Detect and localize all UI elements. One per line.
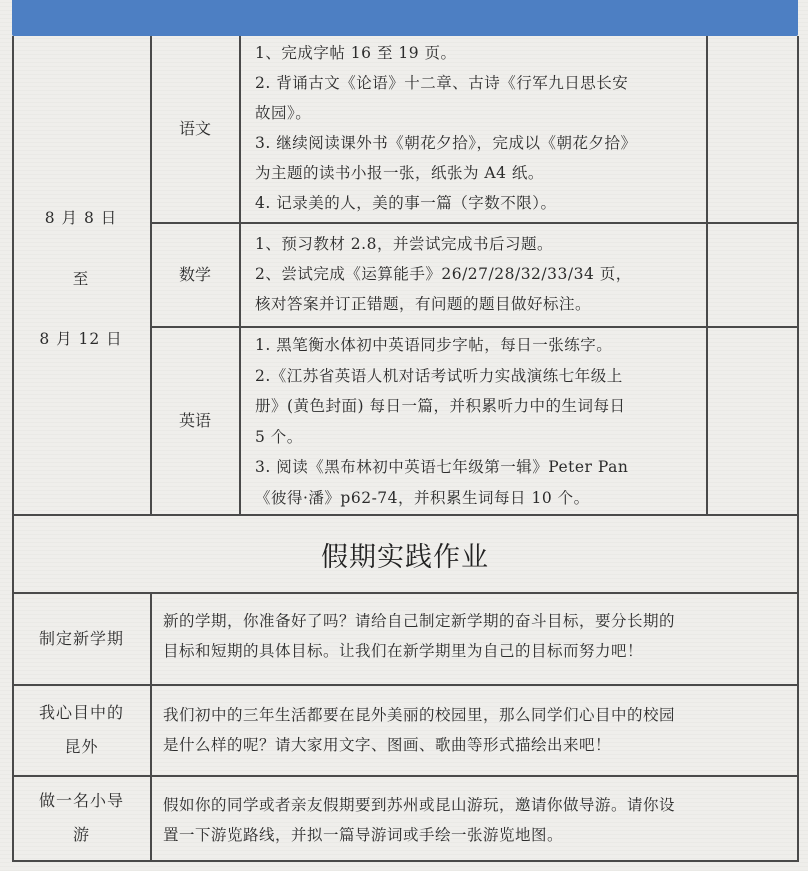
practice-label-line: 游 bbox=[72, 825, 90, 844]
task-line: 核对答案并订正错题，有问题的题目做好标注。 bbox=[255, 295, 592, 313]
subject-content-english bbox=[241, 330, 707, 513]
practice-line: 假如你的同学或者亲友假期要到苏州或昆山游玩，邀请你做导游。请你设 bbox=[163, 796, 676, 814]
border-right bbox=[797, 36, 799, 861]
practice-content bbox=[151, 790, 797, 850]
task-line: 《彼得·潘》p62-74，并积累生词每日 10 个。 bbox=[255, 488, 590, 507]
task-line: 5 个。 bbox=[255, 427, 303, 446]
task-line: 3. 继续阅读课外书《朝花夕拾》，完成以《朝花夕拾》 bbox=[255, 134, 637, 152]
task-line: 1、完成字帖 16 至 19 页。 bbox=[255, 44, 457, 62]
task-line: 2. 背诵古文《论语》十二章、古诗《行军九日思长安 bbox=[255, 74, 629, 92]
practice-line: 新的学期，你准备好了吗？请给自己制定新学期的奋斗目标，要分长期的 bbox=[163, 612, 676, 630]
task-line: 为主题的读书小报一张，纸张为 A4 纸。 bbox=[255, 164, 544, 182]
subject-label-chinese: 语文 bbox=[178, 119, 211, 138]
task-line: 册》(黄色封面) 每日一篇，并积累听力中的生词每日 bbox=[255, 397, 626, 415]
practice-content bbox=[151, 606, 797, 666]
practice-label-line: 我心目中的 bbox=[38, 703, 124, 722]
practice-line: 是什么样的呢？请大家用文字、图画、歌曲等形式描绘出来吧！ bbox=[163, 736, 612, 754]
subject-label-math: 数学 bbox=[178, 264, 211, 284]
subject-content-math bbox=[241, 229, 707, 319]
date-start: 8 月 8 日 bbox=[44, 209, 118, 227]
practice-label-line: 昆外 bbox=[64, 737, 99, 756]
task-line: 2、尝试完成《运算能手》26/27/28/32/33/34 页， bbox=[255, 265, 632, 283]
task-line: 3. 阅读《黑布林初中英语七年级第一辑》Peter Pan bbox=[255, 458, 629, 476]
task-line: 故园》。 bbox=[255, 104, 312, 122]
practice-section-title: 假期实践作业 bbox=[321, 541, 489, 573]
practice-content bbox=[151, 700, 797, 760]
practice-label-line: 做一名小导 bbox=[38, 791, 124, 810]
subject-label-english: 英语 bbox=[178, 410, 211, 430]
row-line-1 bbox=[150, 222, 798, 224]
practice-line: 我们初中的三年生活都要在昆外美丽的校园里，那么同学们心目中的校园 bbox=[163, 706, 676, 724]
row-line-2 bbox=[150, 326, 798, 328]
subject-content-chinese bbox=[241, 38, 707, 218]
practice-label-line: 制定新学期 bbox=[38, 628, 124, 648]
border-bottom bbox=[12, 860, 799, 862]
practice-label bbox=[13, 776, 150, 860]
task-line: 2.《江苏省英语人机对话考试听力实战演练七年级上 bbox=[255, 366, 623, 385]
task-line: 4. 记录美的人，美的事一篇（字数不限）。 bbox=[255, 194, 557, 212]
practice-label bbox=[13, 593, 150, 684]
task-line: 1、预习教材 2.8，并尝试完成书后习题。 bbox=[255, 235, 553, 253]
header-bar bbox=[12, 0, 798, 36]
practice-line: 置一下游览路线，并拟一篇导游词或手绘一张游览地图。 bbox=[163, 826, 564, 844]
task-line: 1. 黑笔衡水体初中英语同步字帖，每日一张练字。 bbox=[255, 336, 613, 354]
practice-line: 目标和短期的具体目标。让我们在新学期里为自己的目标而努力吧！ bbox=[163, 642, 644, 660]
practice-label bbox=[13, 685, 150, 775]
date-connector: 至 bbox=[72, 270, 90, 288]
date-end: 8 月 12 日 bbox=[39, 330, 123, 348]
